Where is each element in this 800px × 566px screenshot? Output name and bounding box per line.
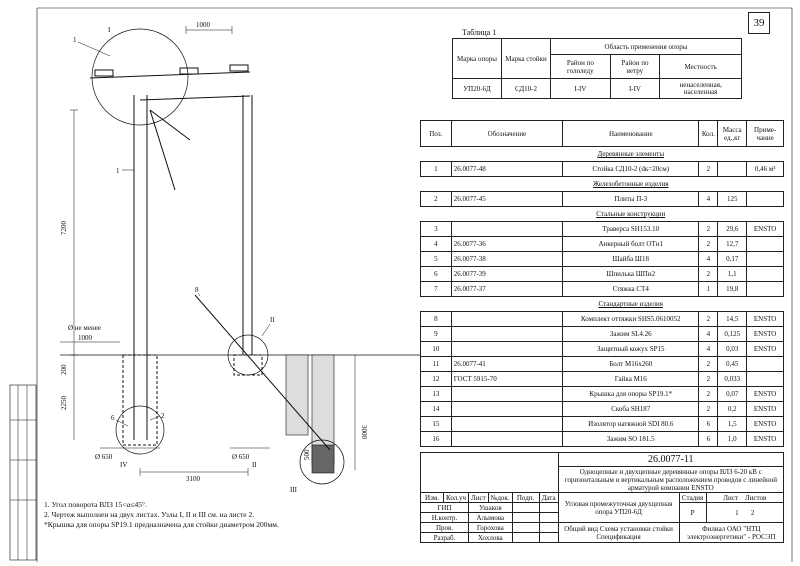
spec-section-blank [451, 297, 562, 312]
dim-d650-right: Ø 650 [232, 453, 250, 461]
spec-cell-mass: 0,45 [718, 357, 747, 372]
dim-3100: 3100 [186, 475, 200, 483]
role-3: Разраб. [421, 533, 469, 543]
spec-cell-designation: ГОСТ 5915-70 [451, 372, 562, 387]
dim-7200: 7200 [60, 221, 68, 235]
view-label-ii: II [270, 316, 275, 324]
spec-cell-name: Комплект оттяжки SHS5.0610052 [563, 312, 699, 327]
stage-label: Стадия [679, 493, 706, 503]
spec-cell-qty: 2 [699, 267, 718, 282]
t1-brand-support: УП20-6Д [453, 79, 502, 99]
spec-section-row [421, 297, 784, 312]
spec-cell-pos: 15 [421, 417, 452, 432]
spec-cell-note [747, 267, 784, 282]
spec-cell-qty: 2 [699, 237, 718, 252]
spec-cell-qty: 6 [699, 417, 718, 432]
title-block [420, 452, 784, 543]
dim-3000: 3000 [360, 425, 368, 439]
spec-cell-mass: 0,07 [718, 387, 747, 402]
spec-cell-pos: 8 [421, 312, 452, 327]
spec-cell-qty: 2 [699, 312, 718, 327]
spec-cell-qty: 6 [699, 432, 718, 447]
spec-section-label: Железобетонные изделия [563, 177, 699, 192]
spec-cell-note: ENSTO [747, 417, 784, 432]
spec-cell-designation [451, 327, 562, 342]
spec-cell-designation [451, 417, 562, 432]
spec-cell-note: ENSTO [747, 342, 784, 357]
spec-row [421, 387, 784, 402]
spec-cell-pos: 3 [421, 222, 452, 237]
spec-h-designation: Обозначение [451, 121, 562, 147]
view-label-i: I [108, 26, 111, 34]
spec-cell-qty: 2 [699, 402, 718, 417]
callout-1a: 1 [73, 36, 77, 44]
spec-section-row [421, 207, 784, 222]
spec-h-qty: Кол. [699, 121, 718, 147]
hdr-izm: Изм. [421, 493, 444, 503]
spec-row [421, 237, 784, 252]
role-1: Н.контр. [421, 513, 469, 523]
spec-cell-note [747, 237, 784, 252]
spec-cell-mass: 0,125 [718, 327, 747, 342]
t1-brand-post: СД10-2 [502, 79, 551, 99]
spec-cell-pos: 7 [421, 282, 452, 297]
spec-cell-designation: 26.0077-45 [451, 192, 562, 207]
spec-cell-name: Шпилька ШПн2 [563, 267, 699, 282]
spec-cell-qty: 1 [699, 282, 718, 297]
spec-section-blank [451, 147, 562, 162]
spec-cell-note: ENSTO [747, 432, 784, 447]
hdr-list: Лист [469, 493, 489, 503]
spec-section-label: Деревянные элементы [563, 147, 699, 162]
view-label-ii-small: II [252, 461, 257, 469]
spec-cell-note: ENSTO [747, 402, 784, 417]
spec-section-blank [421, 297, 452, 312]
t1-h-ice: Район по гололеду [551, 55, 611, 79]
spec-cell-name: Зажим SO 181.5 [563, 432, 699, 447]
hdr-kolych: Кол.уч [444, 493, 469, 503]
spec-section-blank [718, 297, 747, 312]
t1-terrain: ненаселенная, населенная [660, 79, 742, 99]
name-2: Горохова [469, 523, 513, 533]
spec-cell-pos: 9 [421, 327, 452, 342]
spec-cell-pos: 6 [421, 267, 452, 282]
spec-cell-pos: 5 [421, 252, 452, 267]
dim-1000-left: 1000 [78, 334, 92, 342]
spec-cell-mass: 0,17 [718, 252, 747, 267]
spec-row [421, 372, 784, 387]
dim-500: 500 [303, 449, 311, 460]
spec-cell-qty: 4 [699, 327, 718, 342]
spec-section-blank [421, 207, 452, 222]
spec-cell-designation: 26.0077-48 [451, 162, 562, 177]
spec-cell-note: ENSTO [747, 327, 784, 342]
spec-h-name: Наименование [563, 121, 699, 147]
spec-cell-note: 0,46 м³ [747, 162, 784, 177]
spec-cell-mass: 0,033 [718, 372, 747, 387]
spec-row [421, 357, 784, 372]
spec-row [421, 267, 784, 282]
spec-cell-mass [718, 162, 747, 177]
spec-section-blank [699, 177, 718, 192]
hdr-ndoc: №док. [488, 493, 512, 503]
spec-cell-pos: 14 [421, 402, 452, 417]
spec-h-note: Приме- чание [747, 121, 784, 147]
dim-d650-left: Ø 650 [95, 453, 113, 461]
spec-cell-designation [451, 402, 562, 417]
spec-cell-note [747, 282, 784, 297]
spec-section-row [421, 147, 784, 162]
spec-cell-pos: 11 [421, 357, 452, 372]
spec-cell-note: ENSTO [747, 387, 784, 402]
spec-cell-qty: 2 [699, 387, 718, 402]
dim-2250: 2250 [60, 396, 68, 410]
spec-row [421, 252, 784, 267]
spec-cell-name: Крышка для опоры SP19.1* [563, 387, 699, 402]
spec-cell-designation: 26.0077-39 [451, 267, 562, 282]
spec-cell-qty: 2 [699, 162, 718, 177]
spec-cell-designation [451, 312, 562, 327]
callout-8: 8 [195, 286, 199, 294]
spec-row [421, 312, 784, 327]
spec-section-blank [451, 207, 562, 222]
spec-cell-designation [451, 222, 562, 237]
spec-cell-note [747, 357, 784, 372]
spec-row [421, 432, 784, 447]
spec-section-label: Стандартные изделия [563, 297, 699, 312]
spec-cell-designation: 26.0077-37 [451, 282, 562, 297]
t1-wind: I-IV [610, 79, 660, 99]
spec-row [421, 342, 784, 357]
spec-section-row [421, 177, 784, 192]
t1-h-brand-support: Марка опоры [453, 39, 502, 79]
spec-section-blank [718, 207, 747, 222]
spec-cell-mass: 12,7 [718, 237, 747, 252]
sheets-label: Листов [744, 493, 767, 502]
spec-section-blank [699, 147, 718, 162]
spec-row [421, 162, 784, 177]
spec-cell-qty: 2 [699, 372, 718, 387]
spec-cell-qty: 4 [699, 252, 718, 267]
spec-section-blank [421, 177, 452, 192]
spec-cell-pos: 1 [421, 162, 452, 177]
company: Филиал ОАО "НТЦ электроэнергетики" - РОСЭП [679, 523, 783, 543]
project-title: Одноцепные и двухцепные деревянные опоры ВЛЗ 6-20 кВ с горизонтальным и вертикальным расположением проводов с линейной арматурой компании ENSTO [558, 467, 783, 493]
view-label-iv: IV [120, 461, 128, 469]
callout-2: 2 [161, 412, 165, 420]
role-0: ГИП [421, 503, 469, 513]
spec-cell-designation [451, 387, 562, 402]
doc-title: Общий вид Схема установки стойки Спецификация [558, 523, 679, 543]
spec-cell-designation: 26.0077-38 [451, 252, 562, 267]
notes [44, 500, 279, 530]
view-label-iii: III [290, 486, 297, 494]
spec-cell-pos: 10 [421, 342, 452, 357]
spec-cell-designation: 26.0077-41 [451, 357, 562, 372]
t1-h-terrain: Местность [660, 55, 742, 79]
spec-row [421, 192, 784, 207]
hdr-podp: Подп. [512, 493, 539, 503]
spec-cell-qty: 2 [699, 222, 718, 237]
spec-cell-note: ENSTO [747, 222, 784, 237]
note-3: *Крышка для опоры SP19.1 предназначена для стойки диаметром 200мм. [44, 520, 279, 529]
note-2: 2. Чертеж выполнен на двух листах. Узлы I, II и III см. на листе 2. [44, 510, 255, 519]
hdr-data: Дата [539, 493, 558, 503]
spec-cell-name: Плиты П-3 [563, 192, 699, 207]
t1-ice: I-IV [551, 79, 611, 99]
spec-cell-mass: 1,1 [718, 267, 747, 282]
spec-cell-qty: 2 [699, 357, 718, 372]
spec-cell-note [747, 192, 784, 207]
spec-h-mass: Масса ед.,кг [718, 121, 747, 147]
spec-table [420, 120, 784, 447]
sheet-label: Лист [723, 493, 738, 502]
spec-row [421, 282, 784, 297]
t1-h-area: Область применения опоры [551, 39, 742, 55]
spec-cell-pos: 13 [421, 387, 452, 402]
spec-section-blank [718, 147, 747, 162]
sheet-title: Угловая промежуточная двухцепная опора УП20-6Д [558, 493, 679, 523]
spec-cell-name: Изолятор натяжной SDI 80.6 [563, 417, 699, 432]
spec-cell-pos: 16 [421, 432, 452, 447]
spec-cell-name: Болт М16х260 [563, 357, 699, 372]
spec-section-blank [421, 147, 452, 162]
spec-section-label: Стальные конструкции [563, 207, 699, 222]
spec-cell-name: Гайка М16 [563, 372, 699, 387]
dim-200: 200 [60, 364, 68, 375]
spec-cell-mass: 125 [718, 192, 747, 207]
spec-cell-designation [451, 432, 562, 447]
spec-cell-pos: 2 [421, 192, 452, 207]
spec-cell-qty: 4 [699, 342, 718, 357]
spec-section-blank [699, 207, 718, 222]
spec-cell-note [747, 372, 784, 387]
spec-cell-name: Анкерный болт ОТн1 [563, 237, 699, 252]
sheet-values [706, 503, 783, 523]
spec-cell-note [747, 252, 784, 267]
dim-1000-top: 1000 [196, 21, 210, 29]
sheets-value: 2 [750, 508, 755, 517]
spec-section-blank [747, 297, 784, 312]
spec-cell-name: Скоба SH187 [563, 402, 699, 417]
spec-section-blank [451, 177, 562, 192]
spec-cell-mass: 1,0 [718, 432, 747, 447]
t1-h-wind: Район по ветру [610, 55, 660, 79]
spec-cell-name: Шайба Ш18 [563, 252, 699, 267]
doc-code: 26.0077-11 [558, 453, 783, 467]
spec-cell-mass: 1,5 [718, 417, 747, 432]
spec-cell-qty: 4 [699, 192, 718, 207]
spec-cell-name: Траверса SH153.10 [563, 222, 699, 237]
spec-cell-mass: 29,6 [718, 222, 747, 237]
spec-cell-pos: 12 [421, 372, 452, 387]
spec-section-blank [747, 207, 784, 222]
spec-row [421, 402, 784, 417]
spec-cell-mass: 19,8 [718, 282, 747, 297]
spec-section-blank [699, 297, 718, 312]
name-1: Алымова [469, 513, 513, 523]
page-number: 39 [748, 12, 770, 34]
spec-cell-mass: 14,5 [718, 312, 747, 327]
spec-row [421, 327, 784, 342]
table1-title: Таблица 1 [462, 28, 497, 37]
spec-cell-pos: 4 [421, 237, 452, 252]
spec-cell-name: Стяжка СТ4 [563, 282, 699, 297]
spec-cell-designation [451, 342, 562, 357]
role-2: Пров. [421, 523, 469, 533]
sheet-labels [706, 493, 783, 503]
spec-cell-note: ENSTO [747, 312, 784, 327]
spec-cell-name: Стойка СД10-2 (dк=20см) [563, 162, 699, 177]
name-0: Ушаков [469, 503, 513, 513]
spec-section-blank [718, 177, 747, 192]
spec-row [421, 417, 784, 432]
callout-1b: 1 [116, 167, 120, 175]
spec-section-blank [747, 177, 784, 192]
name-3: Хохлова [469, 533, 513, 543]
spec-row [421, 222, 784, 237]
spec-cell-mass: 0,03 [718, 342, 747, 357]
spec-h-pos: Поз. [421, 121, 452, 147]
t1-h-brand-post: Марка стойки [502, 39, 551, 79]
spec-cell-name: Зажим SL4.26 [563, 327, 699, 342]
note-1: 1. Угол поворота ВЛЗ 15<α≤45°. [44, 500, 147, 509]
stage-value: Р [679, 503, 706, 523]
sheet-value: 1 [735, 508, 739, 517]
spec-cell-mass: 0,2 [718, 402, 747, 417]
callout-6: 6 [111, 414, 115, 422]
spec-section-blank [747, 147, 784, 162]
spec-cell-name: Защитный кожух SP15 [563, 342, 699, 357]
label-phi-min: Ø не менее [68, 324, 101, 332]
table1 [452, 38, 742, 99]
spec-cell-designation: 26.0077-36 [451, 237, 562, 252]
